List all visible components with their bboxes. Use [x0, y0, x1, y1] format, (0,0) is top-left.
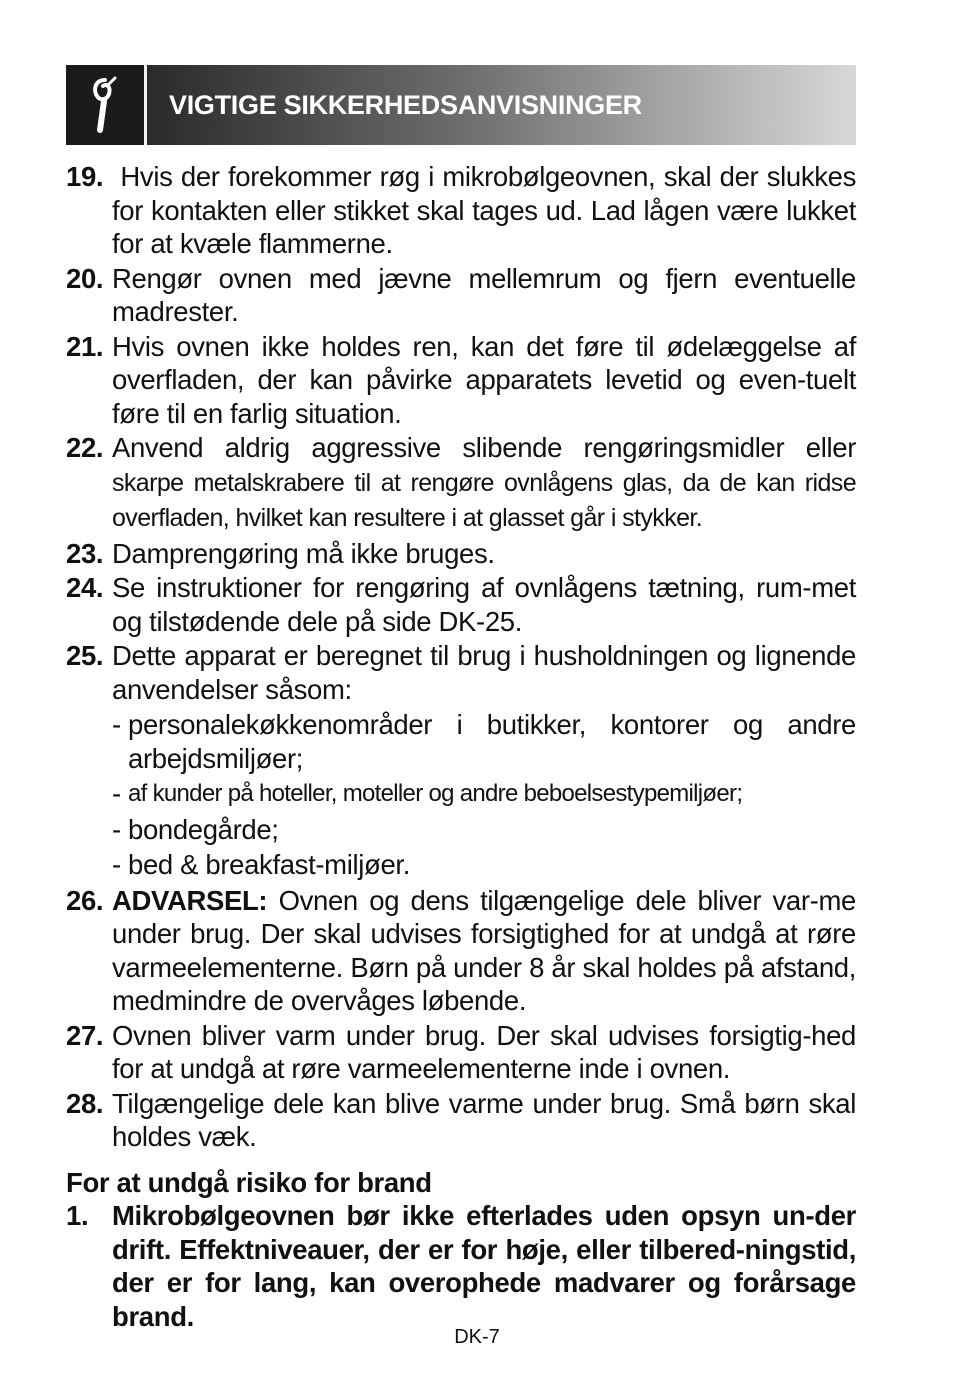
section-title-bar	[144, 65, 856, 145]
sub-item-text: personalekøkkenområder i butikker, kontorer og andre arbejdsmiljøer;	[128, 709, 856, 774]
instructions-list	[66, 160, 864, 1334]
item-number: 21.	[66, 330, 104, 362]
item-number: 1.	[66, 1200, 89, 1231]
item-text: Hvis der forekommer røg i mikrobølgeovnen, skal der slukkes for kontakten eller stikket skal tages ud. Lad lågen være lukket for at kvæle flammerne.	[112, 161, 864, 259]
item-text: Mikrobølgeovnen bør ikke efterlades uden opsyn un-der drift. Effektniveauer, der er for høje, eller tilbered-ningstid, der er for lang, kan overophede madvarer og forårsage brand.	[112, 1200, 856, 1332]
sub-item	[112, 813, 856, 847]
sub-dash: -	[112, 813, 121, 845]
sub-item-text: bondegårde;	[128, 813, 279, 845]
item-text: Rengør ovnen med jævne mellemrum og fjern eventuelle madrester.	[112, 262, 856, 327]
sub-item	[112, 848, 856, 882]
item-number: 22.	[66, 432, 104, 463]
item-text: Dette apparat er beregnet til brug i husholdningen og lignende anvendelser såsom:	[112, 640, 856, 705]
item-text: Hvis ovnen ikke holdes ren, kan det føre til ødelæggelse af overfladen, der kan påvirke apparatets levetid og even-tuelt føre til en farlig situation.	[112, 330, 856, 429]
sub-dash: -	[112, 778, 121, 809]
sub-dash: -	[112, 709, 121, 740]
list-item-26	[66, 884, 864, 1018]
item-text-part-b: skarpe metalskrabere til at rengøre ovnlågens glas, da de kan ridse overfladen, hvilket kan resultere i at glasset går i stykker.	[112, 468, 856, 532]
page-number: DK-7	[454, 1326, 500, 1348]
list-item-19	[66, 160, 864, 261]
item-text: Se instruktioner for rengøring af ovnlågens tætning, rum-met og tilstødende dele på side DK-25.	[112, 572, 856, 637]
item-text: Tilgængelige dele kan blive varme under brug. Små børn skal holdes væk.	[112, 1087, 856, 1152]
item-number: 19.	[66, 161, 104, 192]
item-number: 25.	[66, 640, 104, 671]
sub-dash: -	[112, 849, 121, 880]
list-item-23	[66, 537, 856, 571]
item-text	[112, 431, 856, 536]
item-text	[112, 884, 864, 1018]
item-number: 27.	[66, 1019, 104, 1051]
warning-label: ADVARSEL:	[112, 884, 268, 916]
item-number: 26.	[66, 884, 104, 916]
sub-item	[112, 777, 856, 811]
item-text: Ovnen bliver varm under brug. Der skal udvises forsigtig-hed for at undgå at røre varmeelementerne inde i ovnen.	[112, 1019, 856, 1084]
list-item-27	[66, 1019, 856, 1086]
list-item-20	[66, 262, 856, 329]
item-number: 23.	[66, 537, 104, 569]
fire-section-heading: For at undgå risiko for brand	[66, 1166, 432, 1198]
item-text-part-a: Anvend aldrig aggressive slibende rengøringsmidler eller	[112, 432, 856, 463]
list-item-22	[66, 431, 856, 536]
sub-item-text: bed & breakfast-miljøer.	[128, 849, 410, 880]
list-item-24	[66, 571, 856, 638]
item-number: 28.	[66, 1087, 104, 1119]
list-item-25	[66, 639, 856, 706]
sub-item	[112, 708, 856, 775]
exclamation-hook-icon	[66, 65, 144, 145]
sub-item-text: af kunder på hoteller, moteller og andre beboelsestypemiljøer;	[128, 780, 743, 807]
list-item-28	[66, 1087, 856, 1154]
section-header	[66, 65, 856, 145]
item-number: 24.	[66, 572, 104, 603]
section-title: VIGTIGE SIKKERHEDSANVISNINGER	[169, 89, 642, 120]
item-text: Damprengøring må ikke bruges.	[112, 537, 495, 569]
warning-text: Ovnen og dens tilgængelige dele bliver var-me under brug. Der skal udvises forsigtighed for at undgå at røre varmeelementerne. Børn på under 8 år skal holdes på afstand, medmindre de overvåges løbende.	[112, 884, 864, 1016]
fire-list-item-1	[66, 1199, 856, 1333]
list-item-21	[66, 330, 856, 431]
item-number: 20.	[66, 262, 104, 294]
